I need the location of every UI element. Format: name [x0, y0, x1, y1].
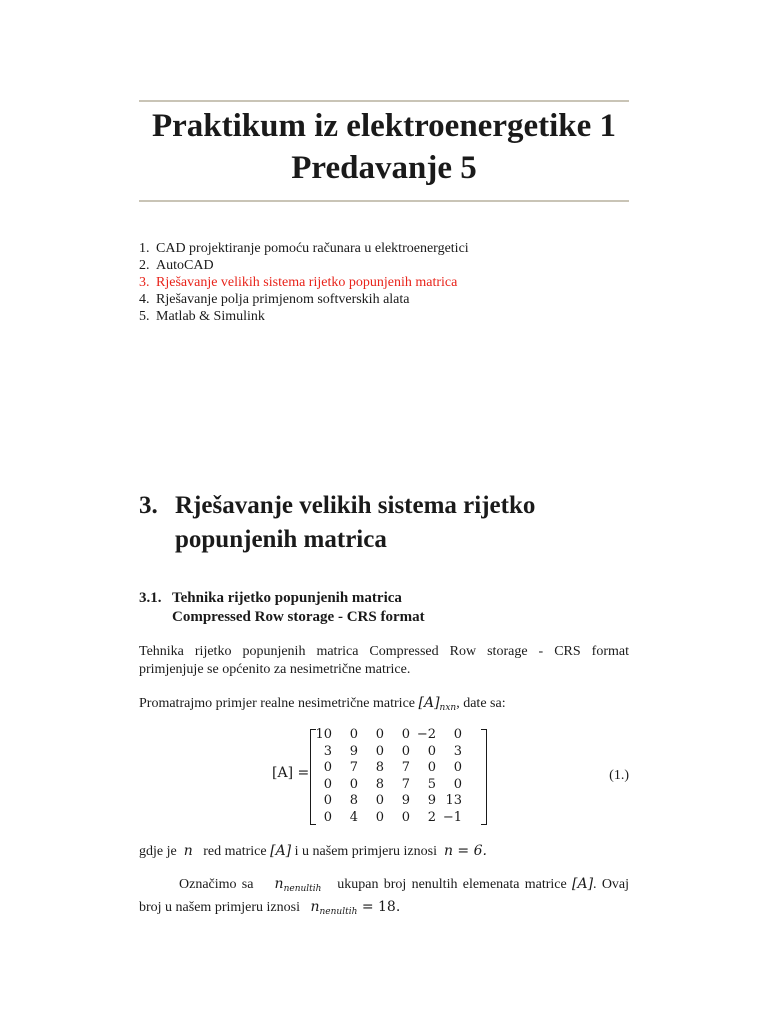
paragraph-example — [139, 694, 629, 717]
matrix-cell: 0 — [453, 776, 462, 792]
n-value: n = 6. — [443, 843, 487, 859]
n-nonzero-value: $n_{nenultih} = 18$. — [310, 899, 401, 917]
matrix-cell: 0 — [375, 793, 384, 809]
equation-number: (1.) — [609, 768, 629, 783]
matrix-cell: 0 — [323, 809, 332, 825]
matrix-cell: 0 — [401, 727, 410, 743]
section-number: 3. — [139, 492, 158, 519]
paragraph-nonzero-text-b: ukupan broj nenultih elemenata matrice — [337, 877, 567, 892]
matrix-cell: 0 — [375, 743, 384, 759]
matrix-cell: 7 — [401, 776, 410, 792]
toc — [139, 240, 629, 325]
matrix-table — [314, 727, 462, 826]
toc-item-number: 5. — [139, 309, 150, 324]
matrix-cell: 7 — [401, 760, 410, 776]
title-line-1: Praktikum iz elektroenergetike 1 — [151, 108, 617, 144]
matrix-row — [314, 760, 462, 777]
matrix-cell: 8 — [375, 760, 384, 776]
paragraph-nonzero — [139, 875, 629, 921]
toc-item — [139, 257, 629, 274]
matrix-equation — [139, 727, 629, 827]
toc-item-number: 2. — [139, 258, 150, 273]
section-title-line-1: Rješavanje velikih sistema rijetko — [175, 492, 536, 519]
title-top-rule — [139, 100, 629, 102]
toc-item-number: 3. — [139, 275, 150, 290]
subsection-number: 3.1. — [139, 590, 162, 606]
matrix-symbol: $[A]_{nxn}$ — [418, 695, 457, 713]
matrix-cell: 8 — [375, 776, 384, 792]
matrix-cell: 0 — [323, 793, 332, 809]
matrix-cell: 13 — [445, 793, 462, 809]
matrix-cell: 3 — [323, 743, 332, 759]
section-title-line-2: popunjenih matrica — [175, 526, 387, 553]
matrix-cell: 0 — [427, 760, 436, 776]
toc-item — [139, 308, 629, 325]
matrix-cell: −1 — [442, 809, 462, 825]
matrix-size-subscript: nxn — [439, 703, 457, 713]
matrix-cell: 0 — [401, 809, 410, 825]
matrix-cell: 0 — [323, 760, 332, 776]
paragraph-example-end: , date sa: — [456, 696, 506, 711]
matrix-cell: 0 — [323, 776, 332, 792]
matrix-cell: 7 — [349, 760, 358, 776]
n-symbol: n — [183, 843, 193, 859]
matrix-cell: 0 — [375, 727, 384, 743]
paragraph-nonzero-text-a: Označimo sa — [179, 877, 254, 892]
page-title — [139, 105, 629, 189]
toc-item-label: Rješavanje polja primjenom softverskih alata — [156, 292, 410, 307]
paragraph-order — [139, 842, 629, 861]
matrix-right-bracket — [481, 729, 487, 825]
paragraph-example-text: Promatrajmo primjer realne nesimetrične matrice — [139, 696, 415, 711]
paragraph-intro: Tehnika rijetko popunjenih matrica Compressed Row storage - CRS format primjenjuje se općenito za nesimetrične matrice. — [139, 644, 629, 677]
matrix-cell: 8 — [349, 793, 358, 809]
matrix-cell: 4 — [349, 809, 358, 825]
matrix-cell: 5 — [427, 776, 436, 792]
matrix-symbol-3: [A] — [572, 876, 594, 892]
paragraph-nonzero-text-c: . Ovaj broj u našem primjeru iznosi — [139, 877, 630, 915]
matrix-cell: 9 — [401, 793, 410, 809]
toc-item-label: AutoCAD — [156, 258, 214, 273]
subsection-title-line-2: Compressed Row storage - CRS format — [172, 609, 425, 625]
equation-lhs: [A] = — [272, 765, 310, 781]
toc-item-label: Rješavanje velikih sistema rijetko popunjenih matrica — [156, 275, 458, 290]
toc-item-number: 4. — [139, 292, 150, 307]
matrix-row — [314, 777, 462, 794]
matrix-cell: 0 — [349, 727, 358, 743]
matrix-cell: −2 — [416, 727, 436, 743]
matrix-cell: 0 — [453, 727, 462, 743]
toc-item-label: CAD projektiranje pomoću računara u elektroenergetici — [156, 241, 469, 256]
paragraph-order-text-c: i u našem primjeru iznosi — [294, 844, 437, 859]
matrix-row — [314, 810, 462, 827]
toc-item-label: Matlab & Simulink — [156, 309, 265, 324]
title-line-2: Predavanje 5 — [291, 150, 477, 186]
paragraph-order-text-a: gdje je — [139, 844, 177, 859]
matrix-row — [314, 793, 462, 810]
paragraph-order-text-b: red matrice — [203, 844, 267, 859]
matrix-cell: 0 — [375, 809, 384, 825]
toc-item — [139, 274, 629, 291]
toc-list — [139, 240, 629, 325]
matrix-cell: 3 — [453, 743, 462, 759]
matrix-row — [314, 727, 462, 744]
matrix-cell: 0 — [453, 760, 462, 776]
n-nonzero-symbol: $n_{nenultih}$ — [274, 876, 322, 894]
toc-item — [139, 240, 629, 257]
matrix-cell: 0 — [349, 776, 358, 792]
subsection-heading — [139, 589, 629, 627]
subsection-title-line-1: Tehnika rijetko popunjenih matrica — [172, 590, 402, 606]
matrix-cell: 0 — [427, 743, 436, 759]
matrix-cell: 0 — [401, 743, 410, 759]
matrix-cell: 9 — [427, 793, 436, 809]
matrix-row — [314, 744, 462, 761]
matrix-cell: 2 — [427, 809, 436, 825]
matrix-symbol-2: [A] — [270, 843, 292, 859]
section-heading — [139, 489, 629, 557]
toc-item — [139, 291, 629, 308]
matrix-cell: 10 — [315, 727, 332, 743]
toc-item-number: 1. — [139, 241, 150, 256]
matrix-cell: 9 — [349, 743, 358, 759]
title-bottom-rule — [139, 200, 629, 202]
